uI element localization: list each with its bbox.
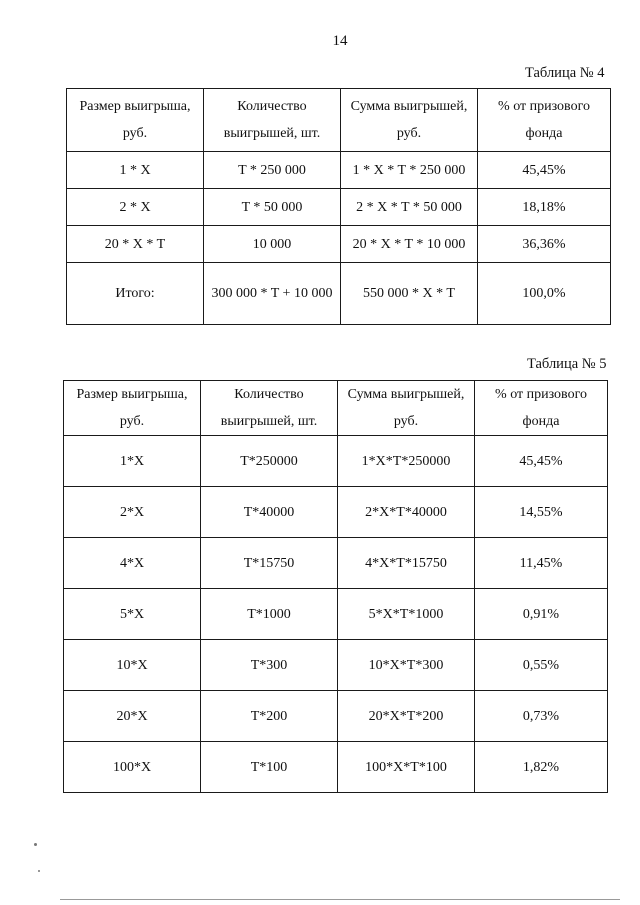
table-cell: 20 * X * T	[67, 226, 204, 263]
table-cell: 1 * X	[67, 152, 204, 189]
table-cell: T*40000	[201, 487, 338, 538]
table-cell: 100*X	[64, 742, 201, 793]
table-header-row	[67, 89, 611, 152]
table-5	[63, 380, 608, 793]
table-cell: 100*X*T*100	[338, 742, 475, 793]
table-cell: T * 50 000	[204, 189, 341, 226]
table-cell: 10*X	[64, 640, 201, 691]
header-cell: % от призового фонда	[475, 381, 608, 436]
table-cell: 1 * X * T * 250 000	[341, 152, 478, 189]
table-cell: 5*X*T*1000	[338, 589, 475, 640]
table-cell: 2 * X	[67, 189, 204, 226]
table-row	[64, 691, 608, 742]
table-row	[64, 487, 608, 538]
table-cell: T*100	[201, 742, 338, 793]
table-row	[64, 538, 608, 589]
table-cell: 0,91%	[475, 589, 608, 640]
table-cell: 2 * X * T * 50 000	[341, 189, 478, 226]
table-row	[67, 152, 611, 189]
table-cell: 18,18%	[478, 189, 611, 226]
table-cell: 0,55%	[475, 640, 608, 691]
header-cell: % от призового фонда	[478, 89, 611, 152]
table-cell: 0,73%	[475, 691, 608, 742]
table-cell: 2*X	[64, 487, 201, 538]
table-cell: 4*X*T*15750	[338, 538, 475, 589]
table-cell: 4*X	[64, 538, 201, 589]
table-row	[64, 640, 608, 691]
scan-speck	[34, 843, 37, 846]
table-4-caption: Таблица № 4	[525, 65, 605, 81]
table-cell: 5*X	[64, 589, 201, 640]
table-5-caption: Таблица № 5	[527, 356, 607, 372]
table-cell: T*200	[201, 691, 338, 742]
table-row	[67, 226, 611, 263]
table-cell: 20*X	[64, 691, 201, 742]
table-4	[66, 88, 611, 325]
table-row	[67, 189, 611, 226]
header-cell: Размер выигрыша, руб.	[67, 89, 204, 152]
table-cell: T*250000	[201, 436, 338, 487]
header-cell: Сумма выигрышей, руб.	[338, 381, 475, 436]
table-cell: Итого:	[67, 263, 204, 325]
header-cell: Размер выигрыша, руб.	[64, 381, 201, 436]
header-cell: Сумма выигрышей, руб.	[341, 89, 478, 152]
header-cell: Количество выигрышей, шт.	[204, 89, 341, 152]
table-row	[64, 742, 608, 793]
table-cell: 20 * X * T * 10 000	[341, 226, 478, 263]
table-cell: 1,82%	[475, 742, 608, 793]
table-cell: 20*X*T*200	[338, 691, 475, 742]
table-cell: 300 000 * T + 10 000	[204, 263, 341, 325]
table-cell: 550 000 * X * T	[341, 263, 478, 325]
scan-speck	[38, 870, 40, 872]
table-cell: T * 250 000	[204, 152, 341, 189]
table-header-row	[64, 381, 608, 436]
table-cell: 10*X*T*300	[338, 640, 475, 691]
table-cell: 45,45%	[475, 436, 608, 487]
table-cell: 36,36%	[478, 226, 611, 263]
table-cell: 14,55%	[475, 487, 608, 538]
scan-edge-line	[60, 899, 620, 900]
table-row	[64, 589, 608, 640]
table-cell: T*300	[201, 640, 338, 691]
table-cell: 100,0%	[478, 263, 611, 325]
table-cell: 10 000	[204, 226, 341, 263]
table-row	[64, 436, 608, 487]
table-cell: 2*X*T*40000	[338, 487, 475, 538]
table-cell: T*1000	[201, 589, 338, 640]
header-cell: Количество выигрышей, шт.	[201, 381, 338, 436]
table-cell: 1*X	[64, 436, 201, 487]
page-number: 14	[332, 33, 348, 49]
table-cell: 45,45%	[478, 152, 611, 189]
table-total-row	[67, 263, 611, 325]
table-cell: T*15750	[201, 538, 338, 589]
table-cell: 1*X*T*250000	[338, 436, 475, 487]
table-cell: 11,45%	[475, 538, 608, 589]
